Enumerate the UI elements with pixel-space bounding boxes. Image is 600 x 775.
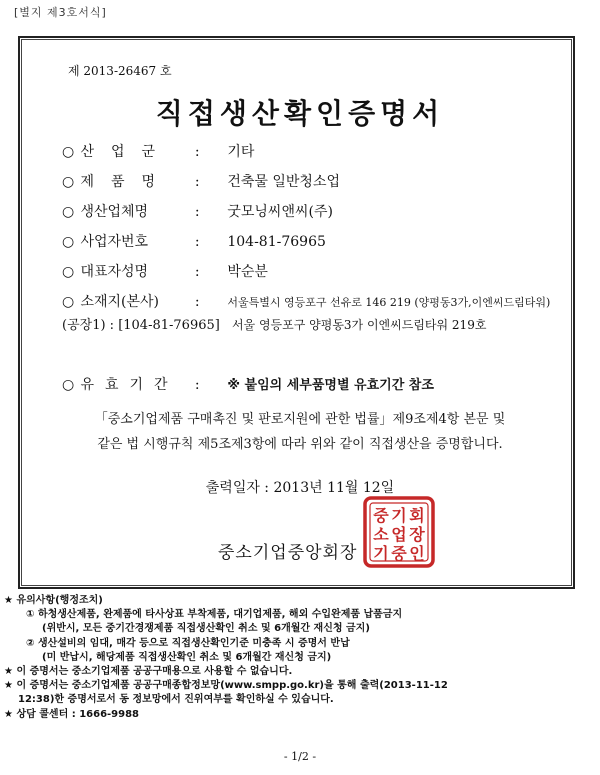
bullet-icon: ○	[62, 234, 75, 250]
field-value: 기타	[227, 144, 255, 160]
field-validity: ○ 유효기간 : ※ 붙임의 세부품명별 유효기간 참조	[62, 374, 434, 394]
statement-line: 같은 법 시행규칙 제5조제3항에 따라 위와 같이 직접생산을 증명합니다.	[97, 437, 503, 452]
factory-address: 서울 영등포구 양평동3가 이엔씨드림타워 219호	[231, 318, 487, 332]
certification-statement	[40, 407, 560, 457]
field-product: ○ 제품명 : 건축물 일반청소업	[62, 171, 340, 191]
official-seal-icon	[361, 494, 437, 570]
svg-text:업: 업	[391, 525, 407, 544]
factory-row: (공장1) : [104-81-76965] 서울 영등포구 양평동3가 이엔씨드림타워 219호	[62, 318, 487, 333]
field-label: 대표자성명	[80, 264, 149, 280]
note-line: ★ 상담 콜센터 : 1666-9988	[4, 708, 140, 720]
note-line: ★ 이 증명서는 중소기업제품 공공구매용으로 사용할 수 없습니다.	[4, 666, 293, 678]
field-label: 사업자번호	[80, 234, 149, 250]
field-representative: ○ 대표자성명 : 박순분	[62, 261, 268, 281]
field-value: 박순분	[227, 264, 268, 280]
bullet-icon: ○	[62, 174, 75, 190]
svg-text:중: 중	[373, 506, 389, 525]
certificate-number: 제 2013-26467 호	[68, 64, 172, 78]
factory-number: [104-81-76965]	[118, 318, 220, 333]
bullet-icon: ○	[62, 264, 75, 280]
field-value: 104-81-76965	[227, 234, 326, 250]
field-business-number: ○ 사업자번호 : 104-81-76965	[62, 231, 326, 251]
svg-text:소: 소	[373, 525, 389, 544]
field-address: ○ 소재지(본사) : 서울특별시 영등포구 선유로 146 219 (양평동3가,이엔씨드림타워)	[62, 291, 550, 311]
svg-text:중: 중	[391, 544, 407, 563]
note-line: ② 생산설비의 임대, 매각 등으로 직접생산확인기준 미충족 시 증명서 반납	[26, 637, 350, 649]
field-label: 유효기간	[80, 377, 179, 393]
bullet-icon: ○	[62, 144, 75, 160]
svg-text:기: 기	[373, 544, 389, 563]
field-value: 굿모닝씨앤씨(주)	[227, 204, 333, 220]
field-industry: ○ 산업군 : 기타	[62, 141, 254, 161]
notes-section	[4, 594, 448, 722]
bullet-icon: ○	[62, 377, 75, 393]
note-line: (위반시, 모든 중기간경쟁제품 직접생산확인 취소 및 6개월간 재신청 금지)	[42, 623, 370, 635]
field-value: ※ 붙임의 세부품명별 유효기간 참조	[227, 378, 434, 393]
field-label: 제품명	[80, 174, 173, 190]
page-number: - 1/2 -	[283, 750, 317, 763]
factory-label: (공장1)	[62, 318, 106, 333]
svg-text:인: 인	[409, 544, 425, 563]
bullet-icon: ○	[62, 204, 75, 220]
note-line: (미 반납시, 해당제품 직접생산확인 취소 및 6개월간 재신청 금지)	[42, 651, 332, 663]
issue-date: 출력일자 : 2013년 11월 12일	[205, 480, 395, 496]
svg-text:장: 장	[409, 525, 425, 544]
note-line: ★ 유의사항(행정조치)	[4, 595, 103, 606]
field-value: 건축물 일반청소업	[227, 174, 341, 190]
field-value: 서울특별시 영등포구 선유로 146 219 (양평동3가,이엔씨드림타워)	[227, 296, 551, 309]
field-label: 생산업체명	[80, 204, 149, 220]
field-label: 산업군	[80, 144, 173, 160]
note-line: ★ 이 증명서는 중소기업제품 공공구매종합정보망(www.smpp.go.kr)을 통해 출력(2013-11-12	[4, 680, 448, 692]
field-label: 소재지(본사)	[80, 294, 159, 310]
statement-line: 「중소기업제품 구매촉진 및 판로지원에 관한 법률」제9조제4항 본문 및	[94, 412, 506, 427]
certificate-title: 직접생산확인증명서	[155, 97, 445, 130]
issuer-name: 중소기업중앙회장	[218, 543, 358, 563]
note-line: 12:38)한 증명서로서 동 정보망에서 진위여부를 확인하실 수 있습니다.	[18, 694, 334, 706]
bullet-icon: ○	[62, 294, 75, 310]
svg-text:회: 회	[409, 506, 425, 525]
form-tag: [별지 제3호서식]	[14, 6, 107, 19]
field-company: ○ 생산업체명 : 굿모닝씨앤씨(주)	[62, 201, 333, 221]
svg-text:기: 기	[391, 506, 407, 525]
note-line: ① 하청생산제품, 완제품에 타사상표 부착제품, 대기업제품, 해외 수입완제품 납품금지	[26, 609, 403, 621]
